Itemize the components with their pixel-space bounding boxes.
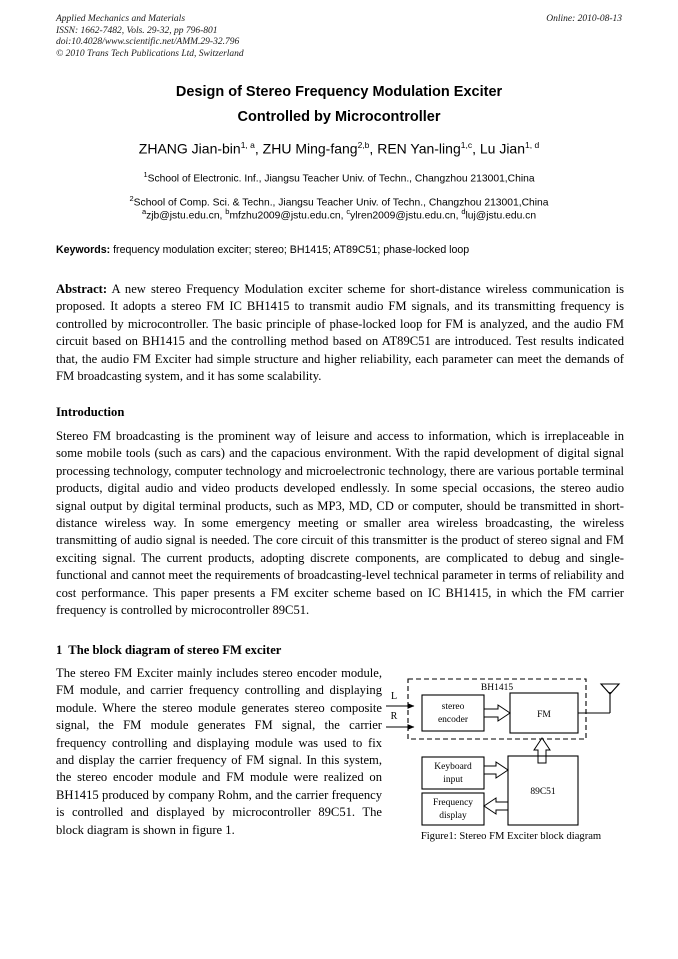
abstract-label: Abstract:	[56, 282, 108, 296]
introduction-body: Stereo FM broadcasting is the prominent way of leisure and access to information, which is irreplaceable in some mobile tools (such as cars) and the capacious environment. With the rapid development of digital signal processing technology, computer technology and microelectronic technology, there are various portable terminal products, digital audio and video products developed endlessly. In some special occasions, the stereo audio signal output by digital terminal products, such as MP3, MD, CD or computer, should be transmitted in short-distance wireless way. In some emergency meeting or smaller area wireless broadcasting, the wireless transmitting of audio signal is needed. The core circuit of this transmitter is the product of stereo signal and FM exciting signal. The current products, adopting discrete components, are complicated to debug and single-functional and cannot meet the requirements of broadcasting-level technical parameter in terms of reliability and cost performance. This paper presents a FM exciter scheme based on IC BH1415, in which the FM carrier frequency is controlled by microcontroller 89C51.	[56, 429, 624, 618]
page-title	[56, 80, 622, 130]
author-separator-2: ,	[369, 140, 378, 157]
figure-1-diagram	[386, 662, 636, 830]
email-2-marker: b	[225, 207, 230, 216]
title-line-2: Controlled by Microcontroller	[237, 109, 441, 125]
email-4[interactable]: luj@jstu.edu.cn	[465, 210, 537, 222]
frequency-display-label-line2: display	[439, 811, 467, 821]
section-1-body: The stereo FM Exciter mainly includes stereo encoder module, FM module, and carrier frequency controlling and displaying module. Where the stereo module generates stereo composite signal, the FM module generates FM signal, the carrier frequency controlling and displaying module was used to fix and display the carrier frequency of FM signal. In this system, the stereo encoder module and FM module were realized on BH1415 produced by company Rohm, and the carrier frequency is controlled and displayed by microcontroller 89C51. The block diagram is shown in figure 1.	[56, 666, 382, 837]
frequency-display-label-line1: Frequency	[432, 798, 474, 808]
bh1415-label: BH1415	[480, 683, 514, 693]
keywords-text: frequency modulation exciter; stereo; BH1415; AT89C51; phase-locked loop	[110, 244, 470, 256]
section-1-heading	[56, 642, 281, 658]
abstract-block	[56, 281, 624, 385]
keywords-label: Keywords:	[56, 244, 111, 256]
email-1-marker: a	[141, 207, 147, 216]
email-4-marker: d	[461, 207, 466, 216]
affiliation-1	[40, 165, 638, 189]
email-2[interactable]: mfzhu2009@jstu.edu.cn,	[229, 210, 347, 222]
email-3-marker: c	[346, 207, 351, 216]
keyboard-input-label-line1: Keyboard	[434, 762, 472, 772]
running-head	[56, 14, 622, 60]
input-right-label: R	[390, 711, 398, 722]
input-left-label: L	[390, 691, 398, 702]
author-2-superscript: 2,b	[357, 140, 370, 150]
email-3[interactable]: ylren2009@jstu.edu.cn,	[350, 210, 462, 222]
author-3-superscript: 1,c	[460, 140, 473, 150]
figure-1-caption: Figure1: Stereo FM Exciter block diagram	[420, 831, 602, 842]
author-2-name: ZHU Ming-fang	[262, 140, 358, 157]
mcu-to-fm-arrow	[534, 738, 550, 763]
online-date: Online: 2010-08-13	[546, 14, 622, 24]
stereo-encoder-label-line1: stereo	[441, 702, 465, 712]
author-emails	[40, 205, 638, 223]
author-4-name: Lu Jian	[479, 140, 526, 157]
encoder-to-fm-arrow	[484, 705, 510, 721]
affiliation-1-marker: 1	[143, 170, 148, 179]
section-1-number: 1	[56, 643, 63, 657]
running-head-top-row	[56, 14, 622, 26]
author-1-name: ZHANG Jian-bin	[138, 140, 241, 157]
section-1-title: The block diagram of stereo FM exciter	[68, 643, 282, 657]
author-4-superscript: 1, d	[525, 140, 540, 150]
affiliation-2-marker: 2	[129, 193, 134, 203]
author-separator-1: ,	[254, 140, 263, 157]
keyboard-to-mcu-arrow	[484, 762, 508, 778]
author-separator-3: ,	[472, 140, 480, 157]
issn-line: ISSN: 1662-7482, Vols. 29-32, pp 796-801	[56, 25, 218, 36]
stereo-encoder-block	[422, 695, 484, 731]
doi-line: doi:10.4028/www.scientific.net/AMM.29-32.796	[56, 37, 240, 48]
mcu-to-display-arrow	[484, 798, 508, 814]
fm-label: FM	[537, 710, 551, 720]
affiliation-1-text: School of Electronic. Inf., Jiangsu Teacher Univ. of Techn., Changzhou 213001,China	[147, 173, 535, 185]
journal-name: Applied Mechanics and Materials	[56, 14, 186, 24]
abstract-text: A new stereo Frequency Modulation exciter scheme for short-distance wireless communication is proposed. It adopts a stereo FM IC BH1415 to transmit audio FM signals, and its transmitting frequency is controlled by microcontroller. The basic principle of phase-locked loop for FM is analyzed, and the audio FM circuit based on BH1415 and the controlling method based on AT89C51 are introduced. Test results indicated that, the audio FM Exciter had simple structure and higher reliability, each parameter can meet the demands of FM broadcasting system, and it has some scalability.	[56, 282, 624, 384]
keywords-block	[56, 243, 622, 257]
copyright-line: © 2010 Trans Tech Publications Ltd, Switzerland	[56, 48, 244, 59]
title-line-1: Design of Stereo Frequency Modulation Exciter	[175, 84, 503, 100]
affiliation-2-text: School of Comp. Sci. & Techn., Jiangsu Teacher Univ. of Techn., Changzhou 213001,China	[133, 197, 549, 209]
author-3-name: REN Yan-ling	[377, 140, 461, 157]
email-1[interactable]: zjb@jstu.edu.cn,	[146, 210, 226, 222]
introduction-heading: Introduction	[56, 405, 125, 419]
author-1-superscript: 1, a	[240, 140, 255, 150]
stereo-encoder-label-line2: encoder	[437, 715, 469, 725]
author-list	[40, 136, 638, 158]
keyboard-input-label-line2: input	[443, 775, 463, 785]
figure-1	[386, 662, 636, 852]
mcu-label: 89C51	[530, 787, 556, 797]
